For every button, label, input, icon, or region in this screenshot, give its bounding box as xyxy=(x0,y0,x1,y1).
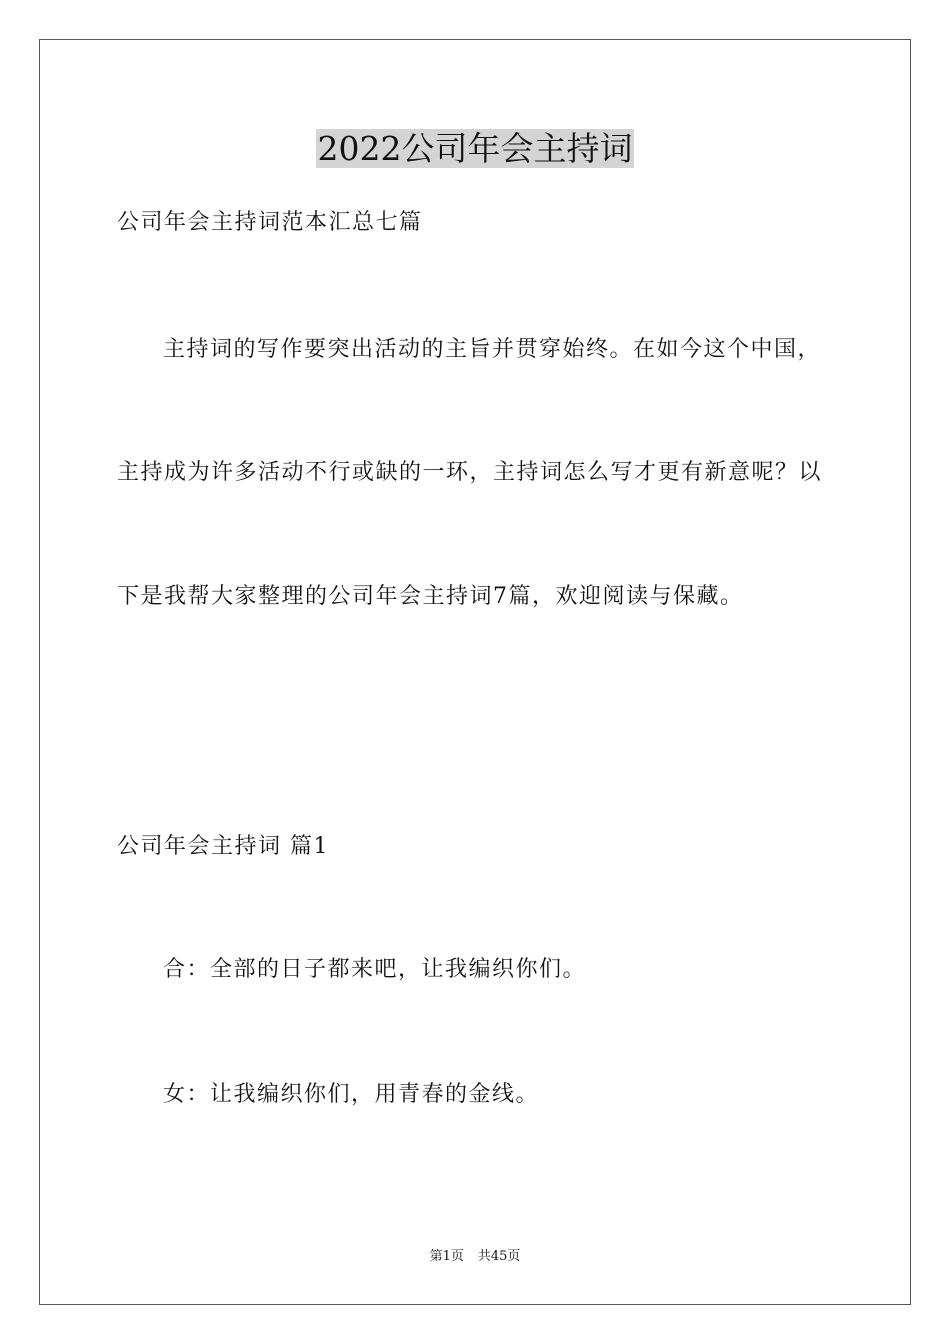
dialogue-line: 女：让我编织你们，用青春的金线。 xyxy=(163,1082,540,1107)
page-total: 共45页 xyxy=(477,1249,521,1264)
section-heading: 公司年会主持词 篇1 xyxy=(117,834,329,859)
document-title: 2022公司年会主持词 xyxy=(317,129,633,168)
page-footer xyxy=(0,1248,950,1266)
dialogue-line: 合：全部的日子都来吧，让我编织你们。 xyxy=(163,957,587,982)
page-number: 第1页 xyxy=(429,1249,464,1264)
document-subtitle: 公司年会主持词范本汇总七篇 xyxy=(117,210,423,235)
intro-paragraph-line: 主持成为许多活动不行或缺的一环，主持词怎么写才更有新意呢？以 xyxy=(117,460,823,485)
intro-paragraph-line: 下是我帮大家整理的公司年会主持词7篇，欢迎阅读与保藏。 xyxy=(117,584,744,609)
intro-paragraph-line: 主持词的写作要突出活动的主旨并贯穿始终。在如今这个中国， xyxy=(163,337,822,362)
document-title-block xyxy=(0,128,950,170)
